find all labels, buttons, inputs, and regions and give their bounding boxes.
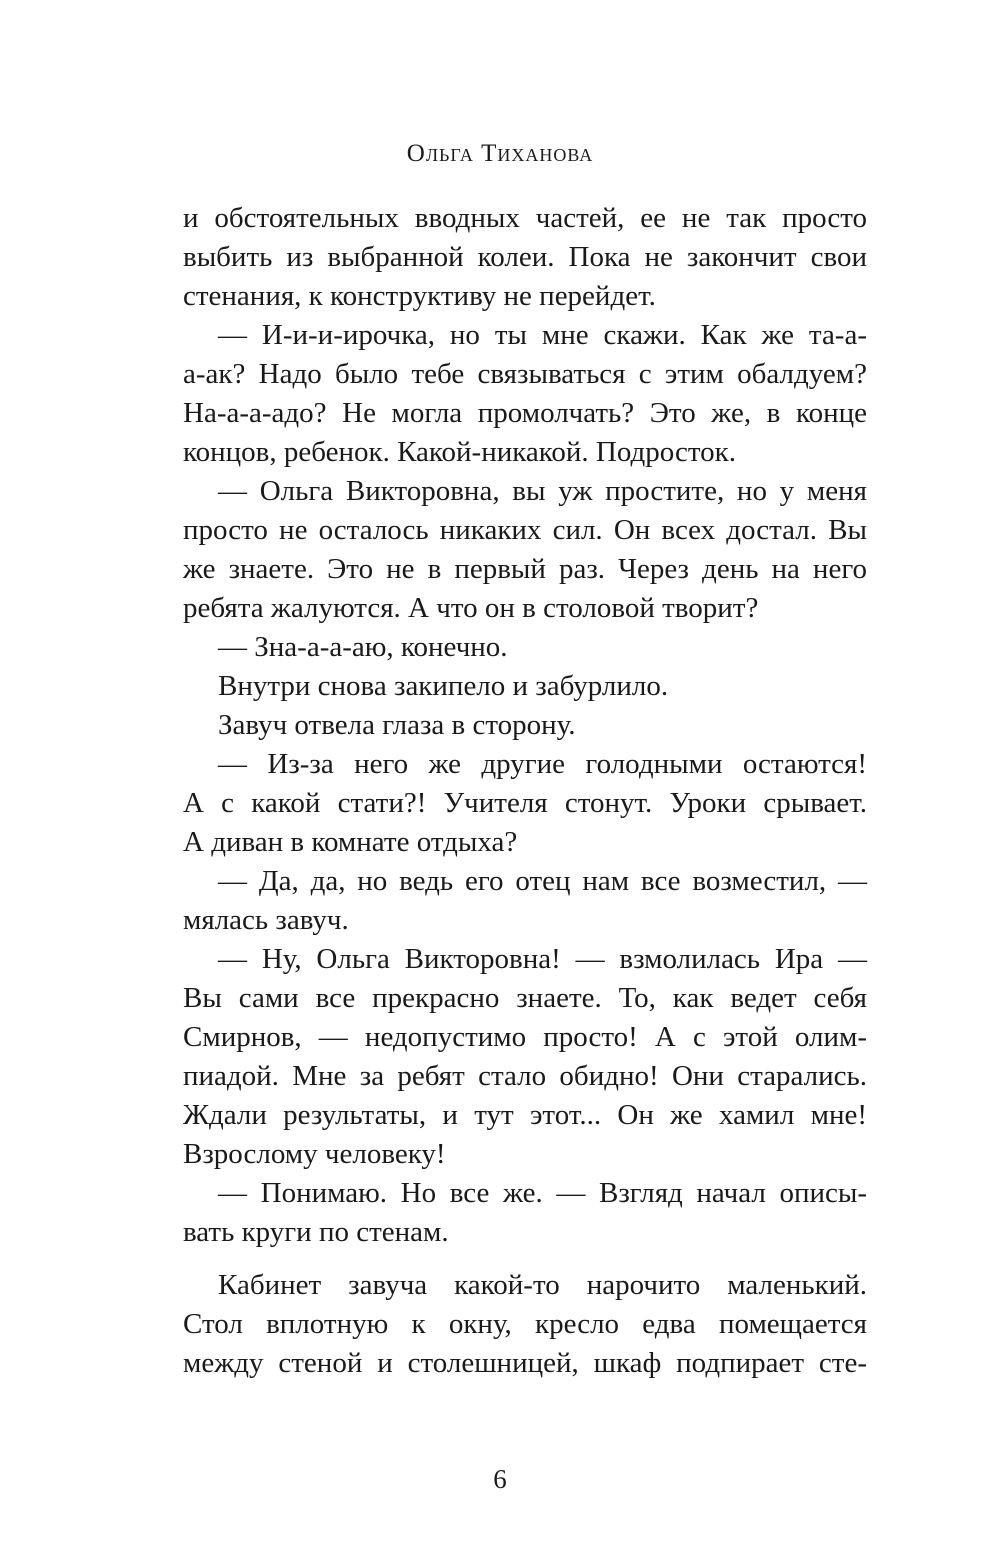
text-line: и обстоятельных вводных частей, ее не так просто <box>183 202 867 234</box>
text-line: — Из-за него же другие голодными остаются! <box>218 748 867 780</box>
text-line: Взрослому человеку! <box>183 1138 446 1170</box>
text-line: же знаете. Это не в первый раз. Через день на него <box>183 553 867 585</box>
text-line: пиадой. Мне за ребят стало обидно! Они старались. <box>183 1060 867 1092</box>
text-line: стенания, к конструктиву не перейдет. <box>183 280 656 312</box>
text-line: Внутри снова закипело и забурлило. <box>218 670 669 702</box>
text-line: Ждали результаты, и тут этот... Он же хамил мне! <box>183 1099 867 1131</box>
text-line: ребята жалуются. А что он в столовой творит? <box>183 592 759 624</box>
text-line: между стеной и столешницей, шкаф подпирает сте- <box>183 1347 867 1379</box>
text-line: А диван в комнате отдыха? <box>183 826 518 858</box>
text-line: просто не осталось никаких сил. Он всех достал. Вы <box>183 514 867 546</box>
text-line: — Зна-а-а-аю, конечно. <box>218 631 508 663</box>
text-line: вать круги по стенам. <box>183 1216 449 1248</box>
text-line: На-а-а-адо? Не могла промолчать? Это же, в конце <box>183 397 867 429</box>
running-header-author: Ольга Тиханова <box>406 140 594 167</box>
text-line: мялась завуч. <box>183 904 349 936</box>
text-line: концов, ребенок. Какой-никакой. Подросток. <box>183 436 736 468</box>
text-line: Завуч отвела глаза в сторону. <box>218 709 576 741</box>
body-text <box>183 199 867 1383</box>
text-line: А с какой стати?! Учителя стонут. Уроки срывает. <box>183 787 867 819</box>
text-line: а-ак? Надо было тебе связываться с этим обалдуем? <box>183 358 867 390</box>
text-line: выбить из выбранной колеи. Пока не закончит свои <box>183 241 867 273</box>
text-line: Кабинет завуча какой-то нарочито маленький. <box>218 1269 867 1301</box>
page-number: 6 <box>493 1464 507 1494</box>
text-line: — Понимаю. Но все же. — Взгляд начал описы- <box>218 1177 867 1209</box>
text-line: — И-и-и-ирочка, но ты мне скажи. Как же та-а- <box>218 319 867 351</box>
text-line: — Ольга Викторовна, вы уж простите, но у меня <box>218 475 867 507</box>
text-line: Стол вплотную к окну, кресло едва помещается <box>183 1308 867 1340</box>
text-line: — Да, да, но ведь его отец нам все возместил, — <box>218 865 867 897</box>
text-line: Смирнов, — недопустимо просто! А с этой олим- <box>183 1021 867 1053</box>
text-line: Вы сами все прекрасно знаете. То, как ведет себя <box>183 982 867 1014</box>
text-line: — Ну, Ольга Викторовна! — взмолилась Ира — <box>218 943 867 975</box>
